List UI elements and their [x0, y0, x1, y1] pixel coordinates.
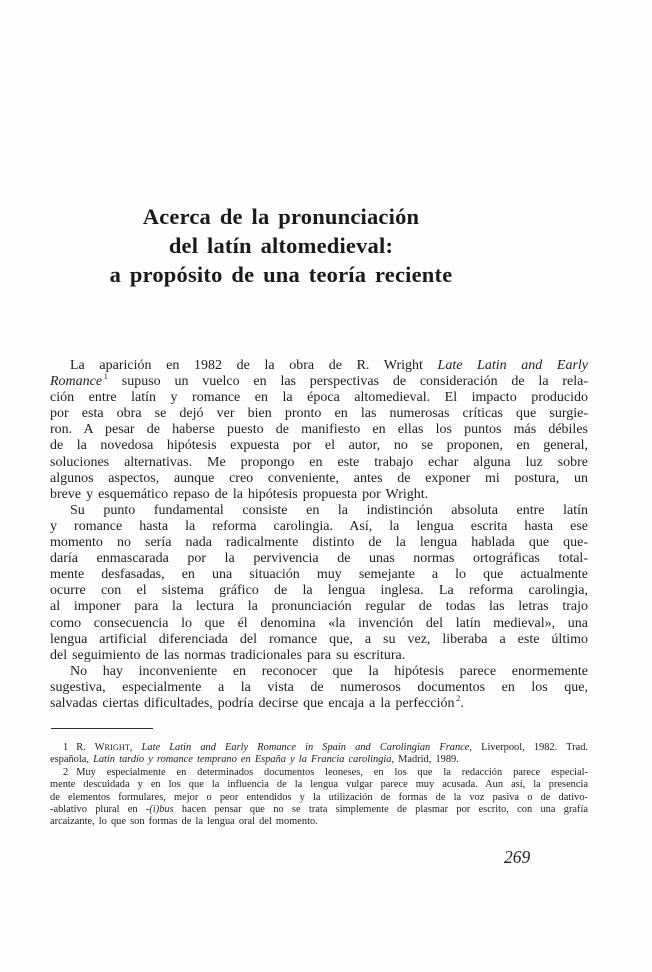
text-line: -ablativo plural en -(i)bus hacen pensar que no se trata simplemente de plasmar por escrito, con una grafía	[50, 804, 588, 816]
text-line: lengua artificial diferenciada del romance que, a su vez, liberaba a este último	[50, 631, 588, 647]
text-line: arcaizante, lo que son formas de la lengua oral del momento.	[50, 816, 318, 828]
text-line: La aparición en 1982 de la obra de R. Wright Late Latin and Early	[70, 358, 589, 373]
title-line: Acerca de la pronunciación	[142, 204, 420, 229]
article-title	[50, 202, 512, 289]
footnote-separator	[51, 728, 153, 729]
paragraph	[50, 664, 588, 712]
footnote-2	[50, 767, 588, 829]
text-line: sugestiva, especialmente a la vista de numerosos documentos en los que,	[50, 679, 588, 695]
text-line: salvadas ciertas dificultades, podría decirse que encaja a la perfección $^2$.	[50, 693, 464, 711]
text-line: breve y esquemático repaso de la hipótesis propuesta por Wright.	[50, 486, 429, 502]
text-line: soluciones alternativas. Me propongo en este trabajo echar alguna luz sobre	[50, 454, 588, 470]
text-line: y romance hasta la reforma carolingia. Así, la lengua escrita hasta ese	[50, 518, 588, 534]
text-line: mente desfasadas, en una situación muy semejante a lo que actualmente	[50, 567, 588, 583]
text-line: 1 R. WRIGHT, Late Latin and Early Romance in Spain and Carolingian France, Liverpool, 1982. Trad.	[63, 742, 589, 753]
text-line: momento no sería nada radicalmente distinto de la lengua hablada que que-	[50, 535, 588, 551]
text-line: del seguimiento de las normas tradicionales para su escritura.	[50, 647, 406, 663]
text-line: como consecuencia lo que él denomina «la invención del latín medieval», una	[50, 615, 588, 631]
text-line: ción entre latín y romance en la época altomedieval. El impacto producido	[50, 390, 588, 406]
title-line: a propósito de una teoría reciente	[109, 262, 453, 287]
text-line: 2 Muy especialmente en determinados documentos leoneses, en los que la redacción parece especial-	[63, 766, 588, 778]
text-line: de elementos formulares, mejor o peor entendidos y la utilización de formas de la voz pasiva o de dativo-	[50, 791, 588, 803]
text-line: Su punto fundamental consiste en la indistinción absoluta entre latín	[70, 502, 588, 518]
footnotes-section	[50, 742, 588, 829]
text-line: ron. A pesar de haberse puesto de manifiesto en ellas los puntos más débiles	[50, 422, 588, 438]
paragraph	[50, 503, 588, 664]
text-line: al imponer para la lectura la pronunciación regular de todas las letras trajo	[50, 599, 588, 615]
text-line: mente descuidada y en los que la influencia de la lengua vulgar parece muy acusada. Aun así, la presencia	[50, 779, 588, 791]
title-line: del latín altomedieval:	[168, 233, 394, 258]
text-line: española, Latín tardío y romance temprano en España y la Francia carolingia, Madrid, 1989.	[50, 754, 459, 766]
text-line: ocurre con el sistema gráfico de la lengua inglesa. La reforma carolingia,	[50, 583, 588, 599]
text-line: por esta obra se dejó ver bien pronto en las numerosas críticas que surgie-	[50, 406, 588, 422]
text-line: daría enmascarada por la pervivencia de unas normas ortográficas total-	[50, 551, 588, 567]
paragraph	[50, 358, 588, 503]
text-line: No hay inconveniente en reconocer que la hipótesis parece enormemente	[70, 663, 588, 679]
text-line: de la novedosa hipótesis expuesta por el autor, no se proponen, en general,	[50, 438, 588, 454]
page-number: 269	[504, 847, 531, 867]
text-line: algunos aspectos, aunque creo conveniente, antes de exponer mi postura, un	[50, 470, 588, 486]
article-body	[50, 358, 588, 712]
text-line: Romance $^1$ supuso un vuelco en las perspectivas de consideración de la rela-	[50, 371, 588, 390]
footnote-1	[50, 742, 588, 767]
